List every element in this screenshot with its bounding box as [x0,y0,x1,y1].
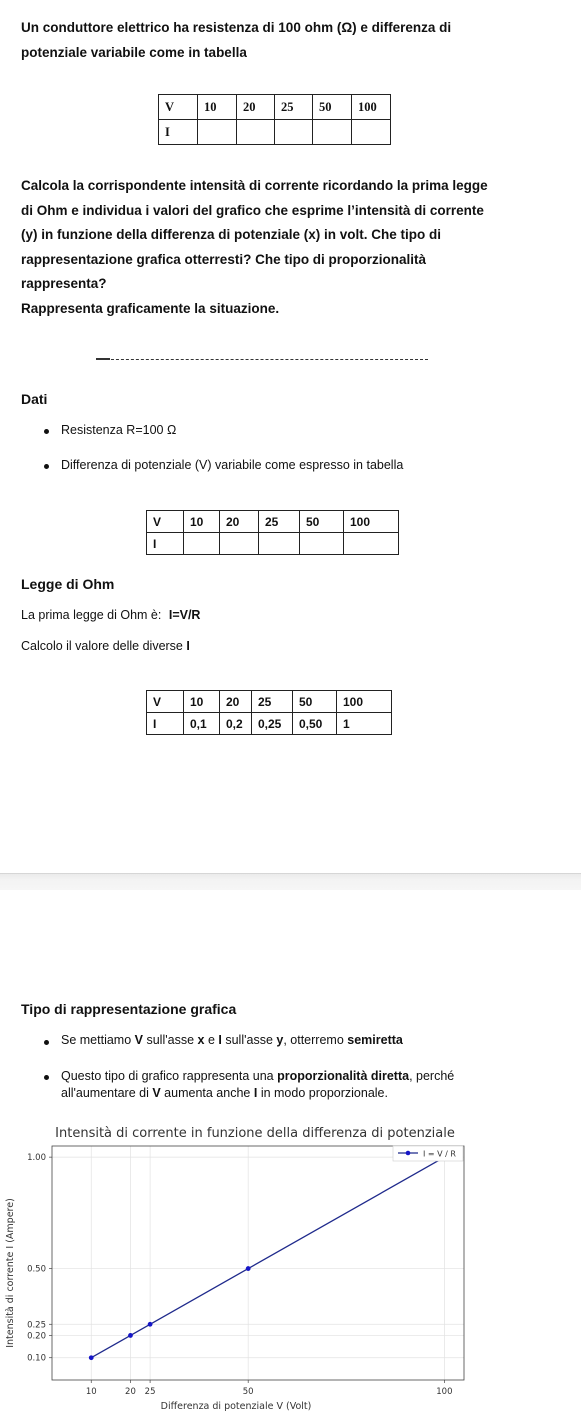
question-line: Rappresenta graficamente la situazione. [21,300,280,316]
calcolo-line [21,639,190,653]
b3-semiretta: semiretta [347,1033,403,1047]
table-cell: 100 [344,511,399,533]
table-cell: 20 [237,95,275,120]
b3-i: I [218,1033,222,1047]
y-tick-labels [27,1153,52,1364]
table-cell: V [147,691,184,713]
legge-formula: I=V/R [168,608,201,622]
table-cell [344,533,399,555]
table-cell [300,533,344,555]
table-cell: V [147,511,184,533]
legend-label: I = V / R [423,1149,456,1159]
b3-text: Se mettiamo [61,1033,132,1047]
table-cell: 1 [337,713,392,735]
data-point [148,1322,153,1327]
page-break [0,873,581,890]
question-line: (y) in funzione della differenza di potenziale (x) in volt. Che tipo di [21,227,442,242]
b4-text: all'aumentare di [61,1086,149,1100]
table-cell [275,120,313,145]
y-tick-label: 0.25 [27,1320,46,1331]
b4-bold: proporzionalità diretta [277,1069,410,1083]
y-tick-label: 0.10 [27,1353,46,1364]
calcolo-bold: I [186,639,190,653]
x-tick-label: 20 [125,1387,136,1397]
y-tick-label: 0.50 [27,1264,46,1275]
dati-heading: Dati [21,391,48,407]
table-cell: 100 [352,95,391,120]
table-cell: I [147,533,184,555]
bullet-dot [44,429,49,434]
bullet-line [61,1068,501,1085]
problem-statement [21,16,561,65]
table-row [147,533,399,555]
table-cell [237,120,275,145]
question-line: di Ohm e individua i valori del grafico che esprime l’intensità di corrente [21,202,484,218]
y-axis-label: Intensità di corrente I (Ampere) [5,1198,16,1348]
x-tick-label: 100 [436,1387,453,1397]
b3-y: y [276,1033,284,1047]
question-line: Calcola la corrispondente intensità di corrente ricordando la prima legge [21,178,488,193]
b3-v: V [134,1033,143,1047]
table-cell [220,533,259,555]
table-cell: 10 [184,691,220,713]
page-break-line [0,873,581,874]
table-cell: 50 [293,691,337,713]
table-row [159,95,391,120]
bullet-dot [44,1040,49,1045]
empty-table-sans [146,510,399,555]
table-cell [313,120,352,145]
question-block [21,174,566,321]
divider-lead [96,358,110,360]
table-cell: I [159,120,198,145]
table-cell: 0,1 [184,713,220,735]
x-tick-label: 25 [144,1387,156,1397]
table-cell: 0,50 [293,713,337,735]
y-tick-label: 0.20 [27,1331,46,1342]
table-cell: 10 [184,511,220,533]
x-tick-labels [86,1380,453,1397]
bullet-line [61,1085,501,1102]
legend-marker [406,1151,411,1156]
series-line [91,1157,444,1358]
table-cell: I [147,713,184,735]
b3-text: e [207,1033,215,1047]
table-cell: 25 [275,95,313,120]
b3-x: x [197,1033,205,1047]
table-row [159,120,391,145]
data-point [89,1355,94,1360]
table-cell [259,533,300,555]
table-cell: 25 [252,691,293,713]
b4-text: aumenta anche [164,1086,251,1100]
chart-legend [393,1146,463,1161]
table-row [147,713,392,735]
table-row [147,691,392,713]
calcolo-text: Calcolo il valore delle diverse [21,639,183,653]
data-point [128,1333,133,1338]
b3-text: sull'asse [225,1033,273,1047]
legge-text-line [21,608,200,622]
table-cell [352,120,391,145]
bullet-semiretta [61,1033,403,1047]
table-cell: 20 [220,691,252,713]
results-table [146,690,392,735]
y-tick-label: 1.00 [27,1153,46,1164]
table-cell: 0,2 [220,713,252,735]
x-tick-label: 10 [85,1387,97,1397]
line-chart [0,1118,581,1419]
problem-line-2: potenziale variabile come in tabella [21,44,247,60]
bullet-differenza: Differenza di potenziale (V) variabile come espresso in tabella [61,458,404,472]
b4-i: I [253,1086,258,1100]
table-cell: V [159,95,198,120]
b4-text: Questo tipo di grafico rappresenta una [61,1069,274,1083]
tipo-heading: Tipo di rappresentazione grafica [21,1001,237,1017]
b3-text: sull'asse [143,1033,195,1047]
table-cell [198,120,237,145]
b4-text: in modo proporzionale. [260,1086,388,1100]
legge-text: La prima legge di Ohm è: [21,608,162,622]
chart-title: Intensità di corrente in funzione della differenza di potenziale [55,1126,455,1141]
question-line: rappresenta? [21,276,107,291]
x-tick-label: 50 [242,1387,254,1397]
bullet-dot [44,1075,49,1080]
table-cell: 25 [259,511,300,533]
empty-table-serif [158,94,391,145]
table-cell: 50 [300,511,344,533]
bullet-dot [44,464,49,469]
dashed-divider [96,359,428,360]
legge-heading: Legge di Ohm [21,576,115,592]
table-cell: 100 [337,691,392,713]
bullet-resistenza: Resistenza R=100 Ω [61,423,177,437]
b3-text: , otterremo [283,1033,344,1047]
b4-v: V [152,1086,161,1100]
data-point [246,1266,251,1271]
table-cell: 20 [220,511,259,533]
question-line: rappresentazione grafica otterresti? Che tipo di proporzionalità [21,251,427,267]
table-row [147,511,399,533]
table-cell: 10 [198,95,237,120]
b4-text: , perché [409,1069,455,1083]
x-axis-label: Differenza di potenziale V (Volt) [160,1401,312,1412]
problem-line-1: Un conduttore elettrico ha resistenza di 100 ohm (Ω) e differenza di [21,20,452,35]
table-cell: 50 [313,95,352,120]
table-cell: 0,25 [252,713,293,735]
table-cell [184,533,220,555]
bullet-proporzionalita [61,1068,501,1102]
